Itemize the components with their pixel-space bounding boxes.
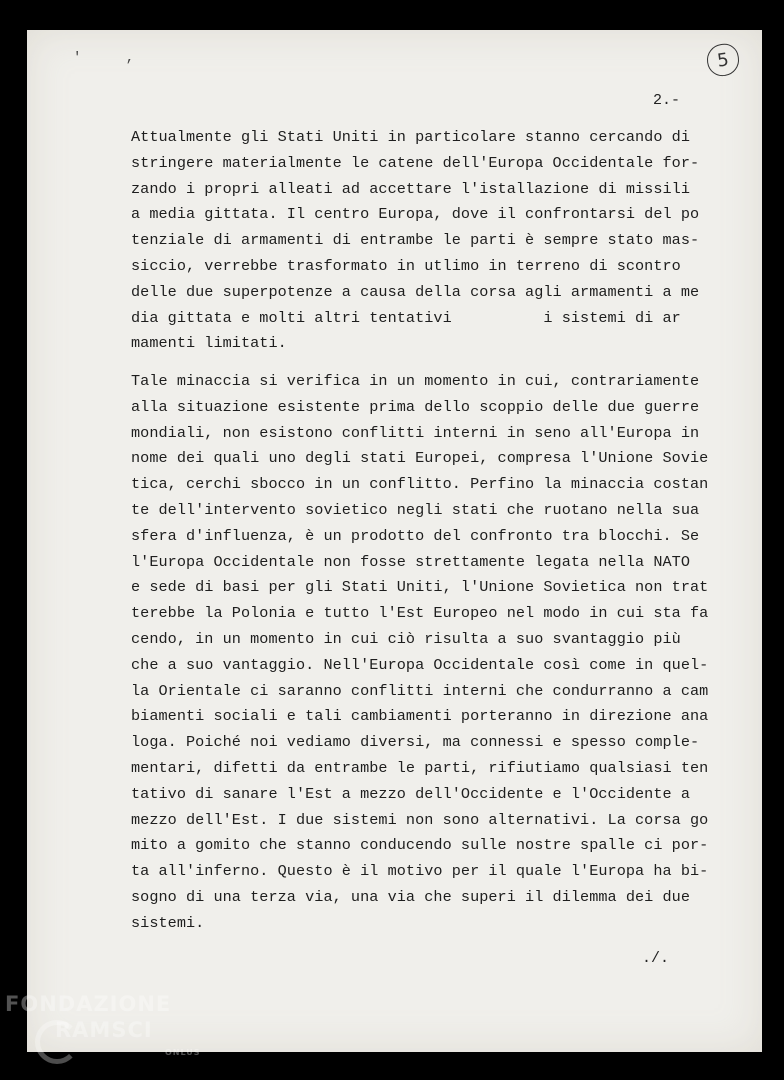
paragraph-1 [131,125,700,357]
text-line: Tale minaccia si verifica in un momento in cui, contrariamente [131,372,700,390]
text-line: dia gittata e molti altri tentativi i sistemi di ar [131,308,681,327]
text-line: te dell'intervento sovietico negli stati che ruotano nella sua [131,500,700,519]
text-line: e sede di basi per gli Stati Uniti, l'Unione Sovietica non trat [131,578,709,597]
text-line: tica, cerchi sbocco in un conflitto. Perfino la minaccia costan [131,475,709,494]
text-line: stringere materialmente le catene dell'Europa Occidentale for- [131,153,700,172]
text-line: cendo, in un momento in cui ciò risulta a suo svantaggio più [131,629,681,648]
text-line: Attualmente gli Stati Uniti in particolare stanno cercando di [131,128,691,146]
text-line: mondiali, non esistono conflitti interni in seno all'Europa in [131,423,700,442]
text-line: mentari, difetti da entrambe le parti, rifiutiamo qualsiasi ten [131,758,709,777]
fondazione-gramsci-watermark [5,990,205,1070]
page-number: 2.- [653,92,681,109]
text-line: la Orientale ci saranno conflitti interni che condurranno a cam [131,681,709,700]
text-line: mamenti limitati. [131,334,287,353]
text-line: loga. Poiché noi vediamo diversi, ma connessi e spesso comple- [131,733,700,752]
paragraph-2 [131,369,709,937]
text-line: biamenti sociali e tali cambiamenti porteranno in direzione ana [131,707,709,726]
circled-page-number: 5 [705,42,741,78]
watermark-line-3: ONLUS [165,1048,201,1057]
text-line: zando i propri alleati ad accettare l'istallazione di missili [131,179,691,198]
watermark-line-2: RAMSCI [55,1018,153,1042]
text-line: siccio, verrebbe trasformato in utlimo in terreno di scontro [131,256,681,275]
text-line: l'Europa Occidentale non fosse strettamente legata nella NATO [131,552,691,571]
text-line: tativo di sanare l'Est a mezzo dell'Occidente e l'Occidente a [131,784,691,803]
watermark-line-1: FONDAZIONE [5,992,172,1016]
text-line: tenziale di armamenti di entrambe le parti è sempre stato mas- [131,231,700,250]
corner-marks: ' , [73,50,153,66]
text-line: mito a gomito che stanno conducendo sulle nostre spalle ci por- [131,836,709,855]
text-line: a media gittata. Il centro Europa, dove il confrontarsi del po [131,205,700,224]
text-line: terebbe la Polonia e tutto l'Est Europeo nel modo in cui sta fa [131,604,709,623]
continuation-mark: ./. [642,950,670,967]
text-line: alla situazione esistente prima dello scoppio delle due guerre [131,397,700,416]
text-line: sistemi. [131,913,205,932]
text-line: sfera d'influenza, è un prodotto del confronto tra blocchi. Se [131,526,700,545]
text-line: nome dei quali uno degli stati Europei, compresa l'Unione Sovie [131,449,709,468]
text-line: ta all'inferno. Questo è il motivo per il quale l'Europa ha bi- [131,862,709,881]
text-line: che a suo vantaggio. Nell'Europa Occidentale così come in quel- [131,655,709,674]
text-line: mezzo dell'Est. I due sistemi non sono alternativi. La corsa go [131,810,709,829]
text-line: delle due superpotenze a causa della corsa agli armamenti a me [131,282,700,301]
text-line: sogno di una terza via, una via che superi il dilemma dei due [131,887,691,906]
